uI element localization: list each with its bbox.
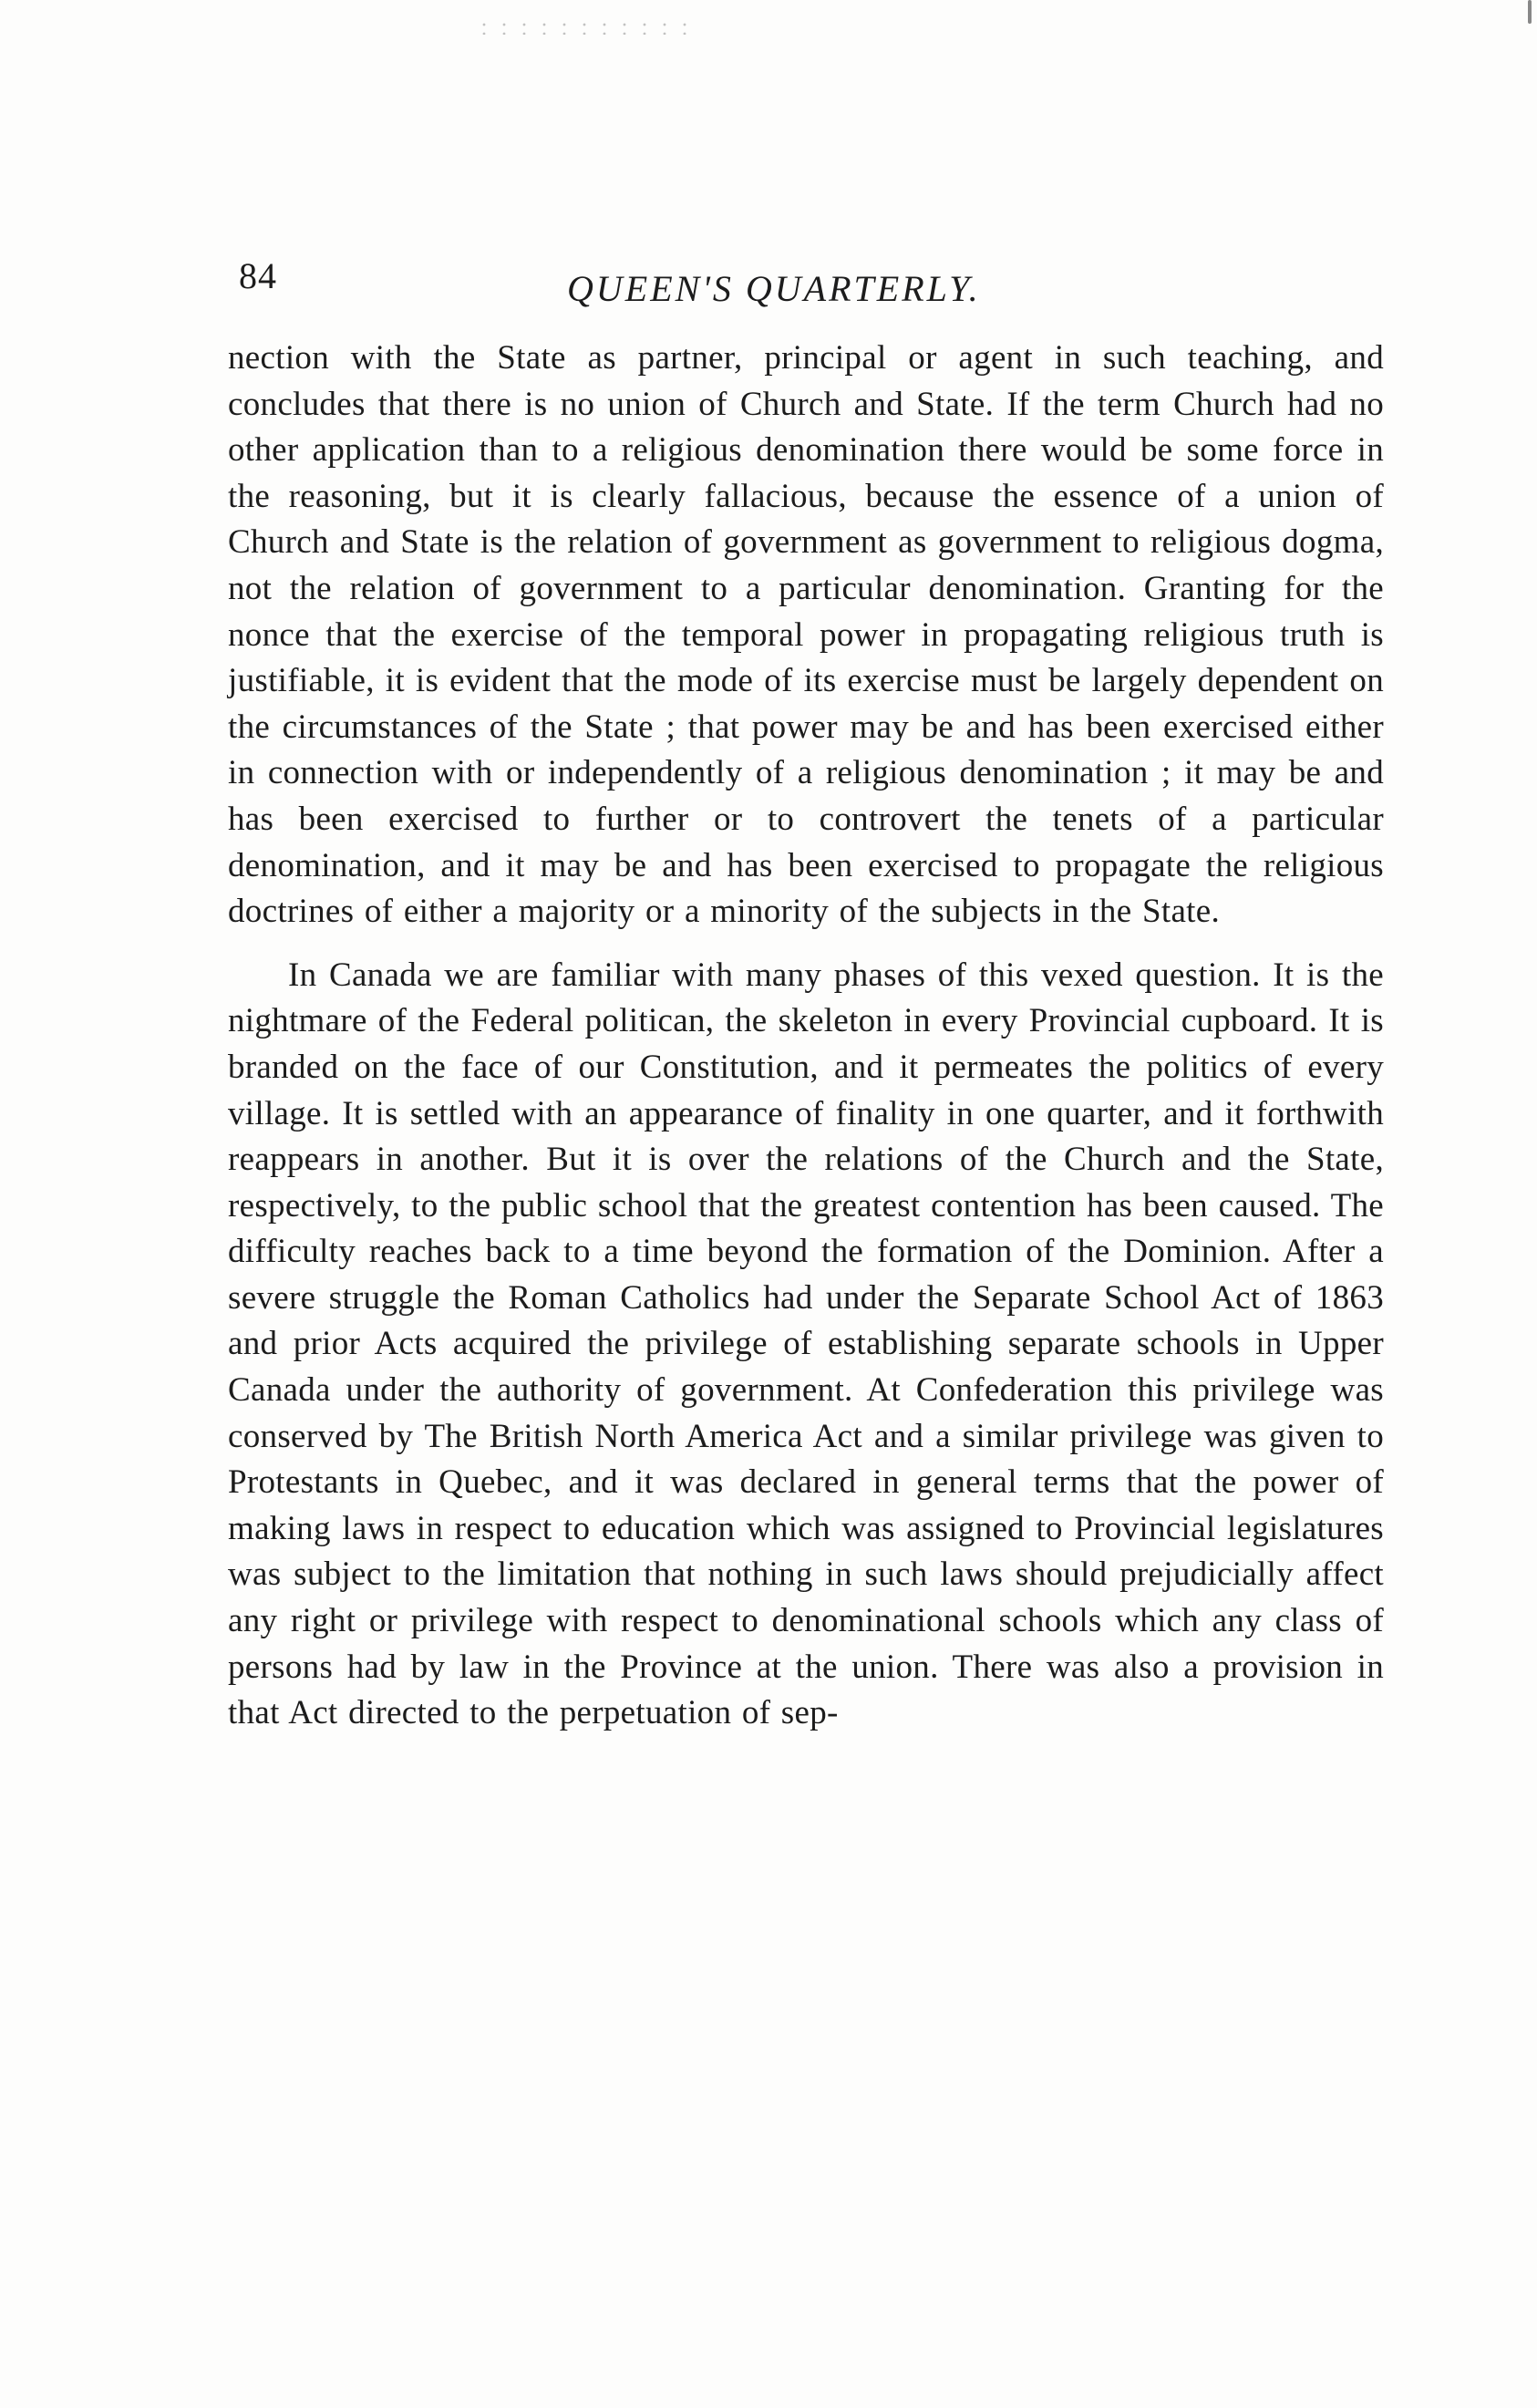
page-header: [239, 253, 1387, 317]
page-number: 84: [239, 255, 277, 296]
paragraph-2: In Canada we are familiar with many phases of this vexed question. It is the nightmare of the Federal politican, the skeleton in every Provincial cupboard. It is branded on the face of our Constitution, and it permeates the politics of every village. It is settled with an appearance of finality in one quarter, and it forthwith reappears in another. But it is over the relations of the Church and the State, respectively, to the public school that the greatest contention has been caused. The difficulty reaches back to a time beyond the formation of the Dominion. After a severe struggle the Roman Catholics had under the Separate School Act of 1863 and prior Acts acquired the privilege of establishing separate schools in Upper Canada under the authority of government. At Confederation this privilege was conserved by The British North America Act and a similar privilege was given to Protestants in Quebec, and it was declared in general terms that the power of making laws in respect to education which was assigned to Provincial legislatures was subject to the limitation that nothing in such laws should prejudicially affect any right or privilege with respect to denominational schools which any class of persons had by law in the Province at the union. There was also a provision in that Act directed to the perpetuation of sep-: [228, 956, 1384, 1732]
paragraph-1: nection with the State as partner, principal or agent in such teaching, and concludes that there is no union of Church and State. If the term Church had no other application than to a religious denomination there would be some force in the reasoning, but it is clearly fallacious, because the essence of a union of Church and State is the relation of government as government to religious dogma, not the relation of government to a particular denomination. Granting for the nonce that the exercise of the temporal power in propagating religious truth is justifiable, it is evident that the mode of its exercise must be largely dependent on the circumstances of the State ; that power may be and has been exercised either in connection with or independently of a religious denomination ; it may be and has been exercised to further or to controvert the tenets of a particular denomination, and it may be and has been exercised to propagate the religious doctrines of either a majority or a minority of the subjects in the State.: [228, 339, 1384, 931]
scan-specks: [474, 20, 693, 35]
scan-mark-top-right: [1528, 0, 1532, 24]
body-text: [228, 336, 1384, 1737]
running-head: QUEEN'S QUARTERLY.: [567, 268, 981, 309]
